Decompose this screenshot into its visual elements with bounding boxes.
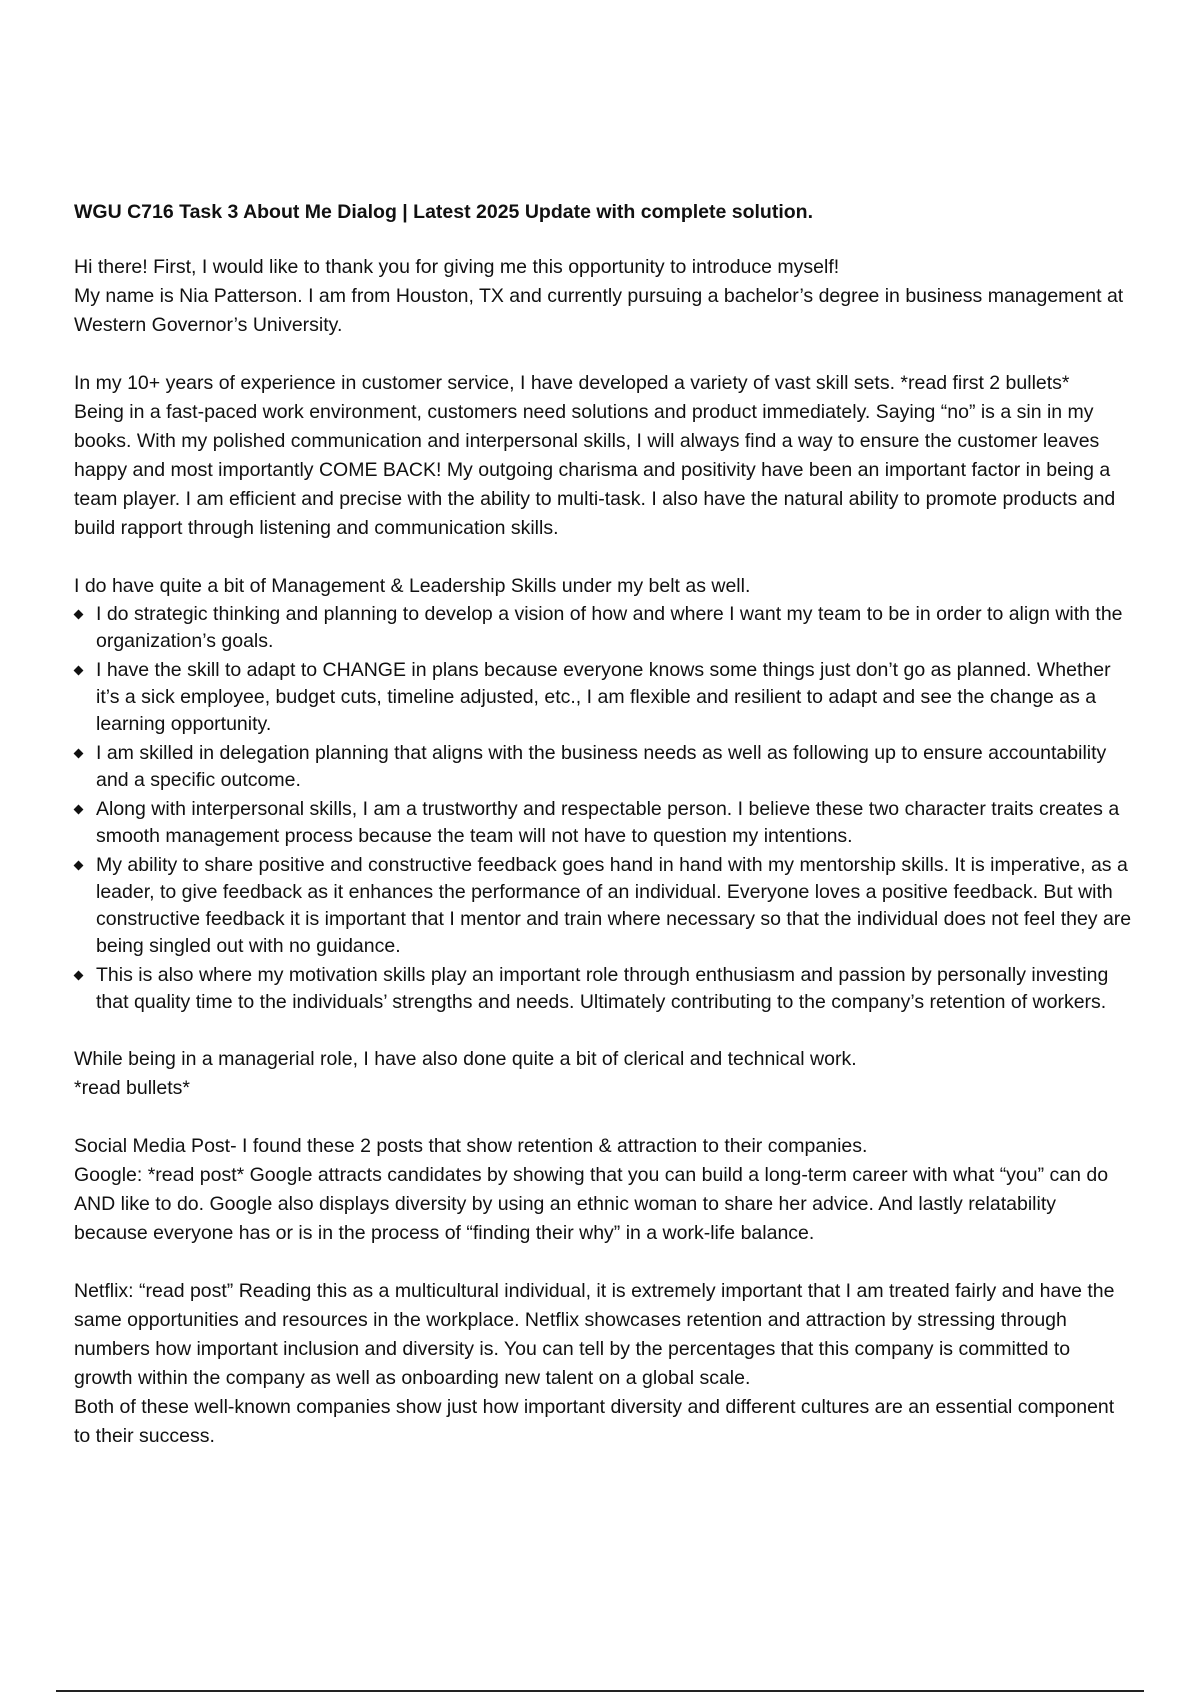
netflix-section xyxy=(74,1277,1134,1451)
document-body xyxy=(74,198,1134,1451)
bullet-text: This is also where my motivation skills play an important role through enthusiasm and passion by personally investing that quality time to the individuals’ strengths and needs. Ultimately contributing to the company’s retention of workers. xyxy=(96,964,1109,1013)
management-bullet xyxy=(74,601,1134,655)
diamond-bullet-icon xyxy=(74,749,84,759)
social-media-section xyxy=(74,1132,1134,1248)
intro-greeting: Hi there! First, I would like to thank you for giving me this opportunity to introduce myself! xyxy=(74,256,840,278)
clerical-section xyxy=(74,1045,1134,1103)
diamond-bullet-icon xyxy=(74,805,84,815)
experience-summary: In my 10+ years of experience in customer service, I have developed a variety of vast skill sets. *read first 2 bullets* xyxy=(74,372,1070,394)
bullet-text: I do strategic thinking and planning to develop a vision of how and where I want my team to be in order to align with the organization’s goals. xyxy=(96,603,1123,652)
management-bullet xyxy=(74,657,1134,738)
diamond-bullet-icon xyxy=(74,666,84,676)
google-post-discussion: Google: *read post* Google attracts candidates by showing that you can build a long-term career with what “you” can do AND like to do. Google also displays diversity by using an ethnic woman to share her advice. And lastly relatability because everyone has or is in the process of “finding their why” in a work-life balance. xyxy=(74,1164,1109,1244)
diamond-bullet-icon xyxy=(74,971,84,981)
footer-divider xyxy=(56,1690,1144,1692)
management-bullet xyxy=(74,796,1134,850)
bullet-text: My ability to share positive and constructive feedback goes hand in hand with my mentorship skills. It is imperative, as a leader, to give feedback as it enhances the performance of an individual. Everyone loves a positive feedback. But with constructive feedback it is important that I mentor and train where necessary so that the individual does not feel they are being singled out with no guidance. xyxy=(96,854,1132,957)
management-bullet-list xyxy=(74,601,1134,1016)
management-bullet xyxy=(74,740,1134,794)
clerical-summary: While being in a managerial role, I have also done quite a bit of clerical and technical work. xyxy=(74,1048,857,1070)
management-intro: I do have quite a bit of Management & Leadership Skills under my belt as well. xyxy=(74,575,751,597)
experience-detail: Being in a fast-paced work environment, customers need solutions and product immediately. Saying “no” is a sin in my books. With my polished communication and interpersonal skills, I will always find a way to ensure the customer leaves happy and most importantly COME BACK! My outgoing charisma and positivity have been an important factor in being a team player. I am efficient and precise with the ability to multi-task. I also have the natural ability to promote products and build rapport through listening and communication skills. xyxy=(74,401,1116,539)
management-bullet xyxy=(74,962,1134,1016)
closing-statement: Both of these well-known companies show just how important diversity and different cultures are an essential component to their success. xyxy=(74,1396,1115,1447)
netflix-post-discussion: Netflix: “read post” Reading this as a multicultural individual, it is extremely important that I am treated fairly and have the same opportunities and resources in the workplace. Netflix showcases retention and attraction by stressing through numbers how important inclusion and diversity is. You can tell by the percentages that this company is committed to growth within the company as well as onboarding new talent on a global scale. xyxy=(74,1280,1115,1389)
diamond-bullet-icon xyxy=(74,610,84,620)
document-title: WGU C716 Task 3 About Me Dialog | Latest 2025 Update with complete solution. xyxy=(74,201,814,223)
bullet-text: I have the skill to adapt to CHANGE in plans because everyone knows some things just don’t go as planned. Whether it’s a sick employee, budget cuts, timeline adjusted, etc., I am flexible and resilient to adapt and see the change as a learning opportunity. xyxy=(96,659,1111,735)
bullet-text: Along with interpersonal skills, I am a trustworthy and respectable person. I believe these two character traits creates a smooth management process because the team will not have to question my intentions. xyxy=(96,798,1120,847)
diamond-bullet-icon xyxy=(74,861,84,871)
experience-section xyxy=(74,369,1134,543)
social-media-intro: Social Media Post- I found these 2 posts that show retention & attraction to their companies. xyxy=(74,1135,868,1157)
clerical-cue: *read bullets* xyxy=(74,1077,190,1099)
intro-name: My name is Nia Patterson. I am from Houston, TX and currently pursuing a bachelor’s degree in business management at Western Governor’s University. xyxy=(74,285,1124,336)
management-bullet xyxy=(74,852,1134,960)
bullet-text: I am skilled in delegation planning that aligns with the business needs as well as following up to ensure accountability and a specific outcome. xyxy=(96,742,1107,791)
intro-section xyxy=(74,253,1134,340)
